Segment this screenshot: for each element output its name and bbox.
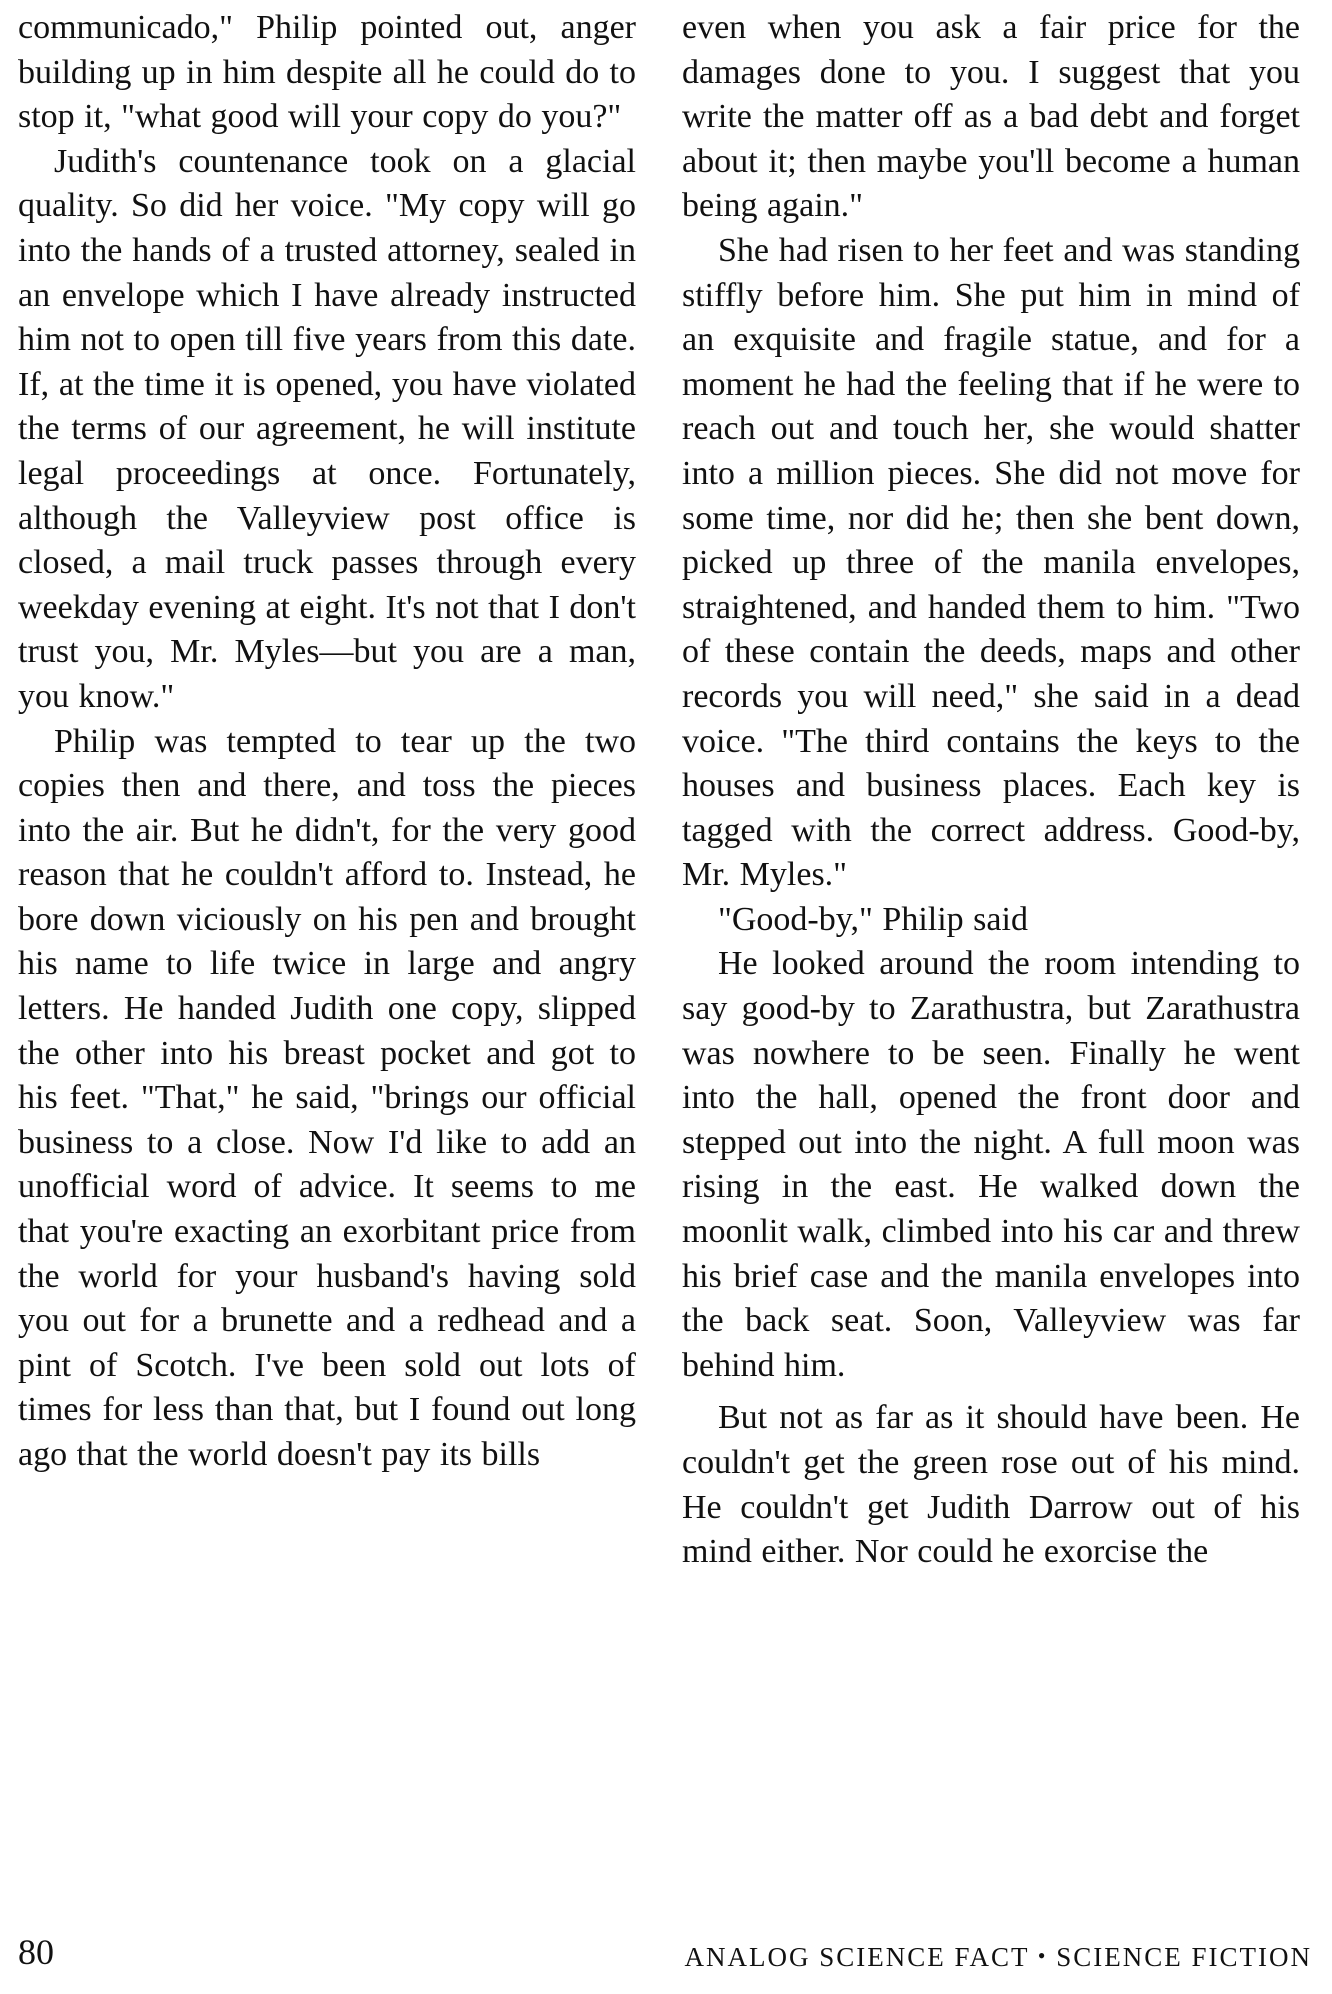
paragraph: even when you ask a fair price for the damages done to you. I suggest that you write the matter off as a bad debt and forget about it; then maybe you'll become a human being again.": [682, 9, 1300, 225]
paragraph: He looked around the room intending to say good-by to Zarathustra, but Zarathustra was nowhere to be seen. Finally he went into the hall, opened the front door and stepped out into the night. A full moon was rising in the east. He walked down the moonlit walk, climbed into his car and threw his brief case and the manila envelopes into the back seat. Soon, Valleyview was far behind him.: [682, 945, 1300, 1384]
running-footer: [685, 1936, 1313, 1977]
paragraph: Philip was tempted to tear up the two copies then and there, and toss the pieces into the air. But he didn't, for the very good reason that he couldn't afford to. Instead, he bore down viciously on his pen and brought his name to life twice in large and angry letters. He handed Judith one copy, slipped the other into his breast pocket and got to his feet. "That," he said, "brings our official business to a close. Now I'd like to add an unofficial word of advice. It seems to me that you're exacting an exorbitant price from the world for your husband's having sold you out for a brunette and a redhead and a pint of Scotch. I've been sold out lots of times for less than that, but I found out long ago that the world doesn't pay its bills: [18, 722, 636, 1473]
magazine-name-right: SCIENCE FICTION: [1056, 1942, 1312, 1972]
page-number: 80: [18, 1932, 54, 1972]
paragraph: She had risen to her feet and was standing stiffly before him. She put him in mind of an exquisite and fragile statue, and for a moment he had the feeling that if he were to reach out and touch her, she would shatter into a million pieces. She did not move for some time, nor did he; then she bent down, picked up three of the manila envelopes, straightened, and handed them to him. "Two of these contain the deeds, maps and other records you will need," she said in a dead voice. "The third contains the keys to the houses and business places. Each key is tagged with the correct address. Good-by, Mr. Myles.": [682, 231, 1300, 894]
magazine-name-left: ANALOG SCIENCE FACT: [684, 1942, 1030, 1972]
bullet-separator: •: [1037, 1943, 1048, 1968]
left-text-column: [18, 6, 636, 1478]
paragraph: "Good-by," Philip said: [718, 900, 1028, 938]
paragraph: But not as far as it should have been. He couldn't get the green rose out of his mind. He couldn't get Judith Darrow out of his mind either. Nor could he exorcise the: [682, 1399, 1300, 1571]
right-text-column: [682, 6, 1300, 1575]
paragraph: Judith's countenance took on a glacial quality. So did her voice. "My copy will go into the hands of a trusted attorney, sealed in an envelope which I have already instructed him not to open till five years from this date. If, at the time it is opened, you have violated the terms of our agreement, he will institute legal proceedings at once. Fortunately, although the Valleyview post office is closed, a mail truck passes through every weekday evening at eight. It's not that I don't trust you, Mr. Myles—but you are a man, you know.": [18, 142, 636, 715]
paragraph: communicado," Philip pointed out, anger building up in him despite all he could do to stop it, "what good will your copy do you?": [18, 9, 636, 136]
